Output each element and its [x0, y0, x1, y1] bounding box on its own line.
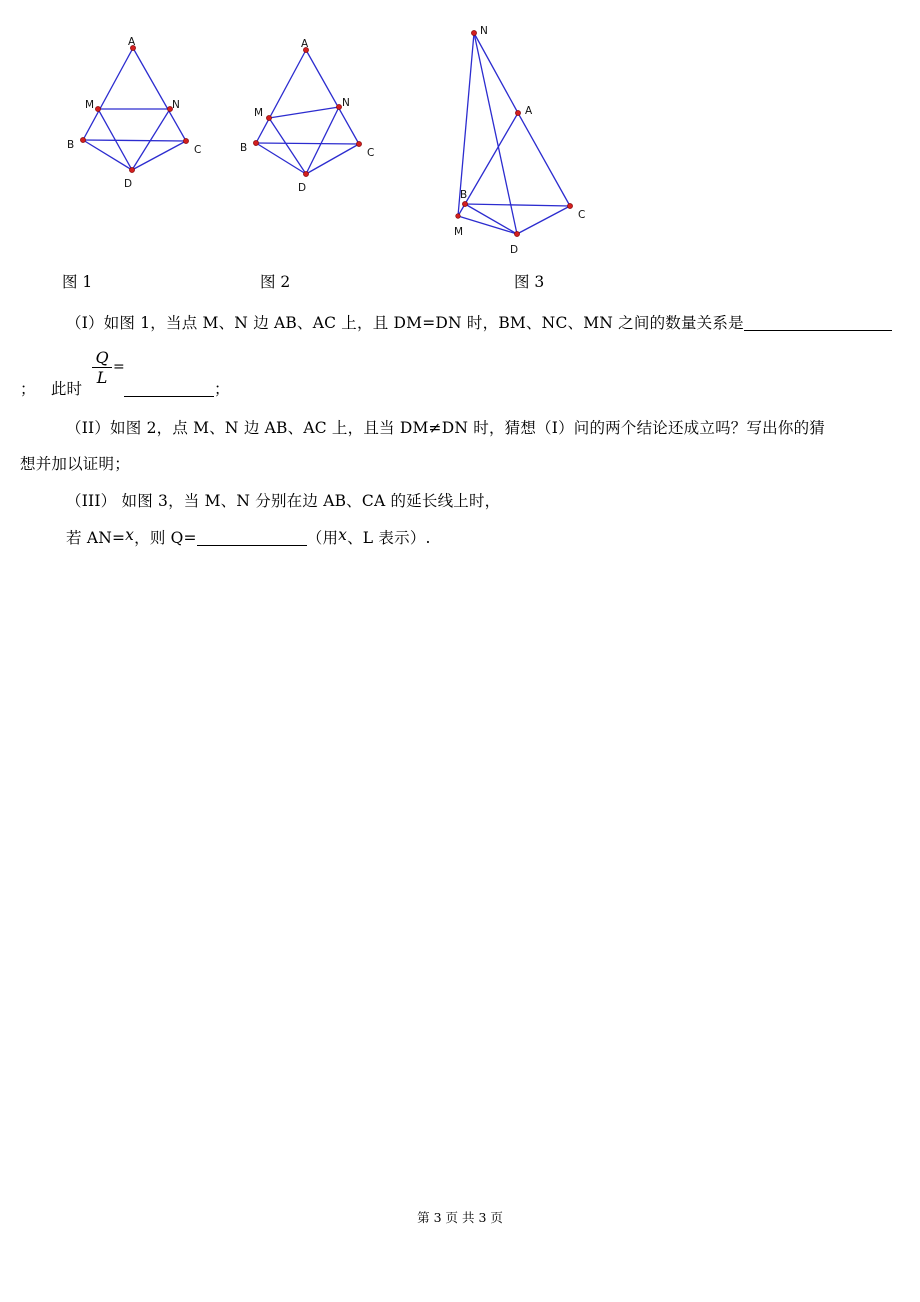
fig3-label-a: A: [525, 105, 533, 117]
fraction-equals: =: [113, 359, 125, 375]
figure-1-diagram: [60, 30, 220, 200]
fig2-label-a: A: [301, 38, 309, 50]
figure-3-caption: 图 3: [514, 273, 545, 291]
question-1-ratio-answer: [124, 377, 230, 399]
question-3-var-x: x: [125, 526, 135, 544]
figure-3: [440, 20, 610, 265]
question-3-use: （用: [306, 529, 339, 547]
question-3-then: ，则 Q=: [134, 529, 197, 547]
question-3-line-1: （III） 如图 3，当 M、N 分别在边 AB、CA 的延长线上时，: [66, 492, 501, 510]
fig2-label-d: D: [298, 182, 307, 194]
fig2-label-c: C: [367, 147, 375, 159]
question-1-line: [66, 311, 892, 333]
question-3-line-2: [66, 526, 431, 548]
page-footer: 第 3 页 共 3 页: [417, 1210, 503, 1225]
question-1-answer-blank[interactable]: [744, 313, 892, 331]
fraction-denominator: L: [96, 368, 108, 387]
fig3-label-m: M: [454, 226, 464, 238]
fraction-q-over-l: [92, 348, 112, 387]
question-1-at-this-time: 此时: [50, 380, 83, 398]
question-1-semicolon: ；: [20, 380, 36, 398]
fig1-label-a: A: [128, 36, 136, 48]
figure-2: [236, 30, 396, 200]
fig3-label-b: B: [460, 189, 468, 201]
fig1-label-b: B: [67, 139, 75, 151]
fig2-label-b: B: [240, 142, 248, 154]
question-2-line-2: 想并加以证明；: [20, 455, 130, 473]
fraction-numerator: Q: [92, 348, 112, 368]
figure-3-diagram: [440, 20, 610, 265]
figure-1-caption: 图 1: [62, 273, 93, 291]
fig1-label-n: N: [172, 99, 180, 111]
fig2-label-n: N: [342, 97, 350, 109]
question-3-tail: 、L 表示）.: [347, 529, 431, 547]
figure-2-diagram: [236, 30, 396, 200]
question-3-if: 若 AN=: [66, 529, 126, 547]
question-3-var-x-2: x: [338, 526, 348, 544]
fig3-label-c: C: [578, 209, 586, 221]
question-2-line-1: （II）如图 2，点 M、N 边 AB、AC 上，且当 DM≠DN 时，猜想（I）问的两个结论还成立吗？写出你的猜: [66, 419, 825, 437]
figure-1: [60, 30, 220, 200]
fig1-label-d: D: [124, 178, 133, 190]
fig3-label-n: N: [480, 25, 488, 37]
fig2-label-m: M: [254, 107, 264, 119]
question-1-ratio-line: [20, 377, 82, 399]
question-1-text: （I）如图 1，当点 M、N 边 AB、AC 上，且 DM=DN 时，BM、NC、MN 之间的数量关系是: [66, 314, 744, 332]
figure-2-caption: 图 2: [260, 273, 291, 291]
question-3-answer-blank[interactable]: [197, 528, 307, 546]
fig1-label-c: C: [194, 144, 202, 156]
ratio-answer-blank[interactable]: [124, 379, 214, 397]
fig3-label-d: D: [510, 244, 519, 256]
question-1-end: ；: [214, 380, 230, 398]
fig1-label-m: M: [85, 99, 95, 111]
